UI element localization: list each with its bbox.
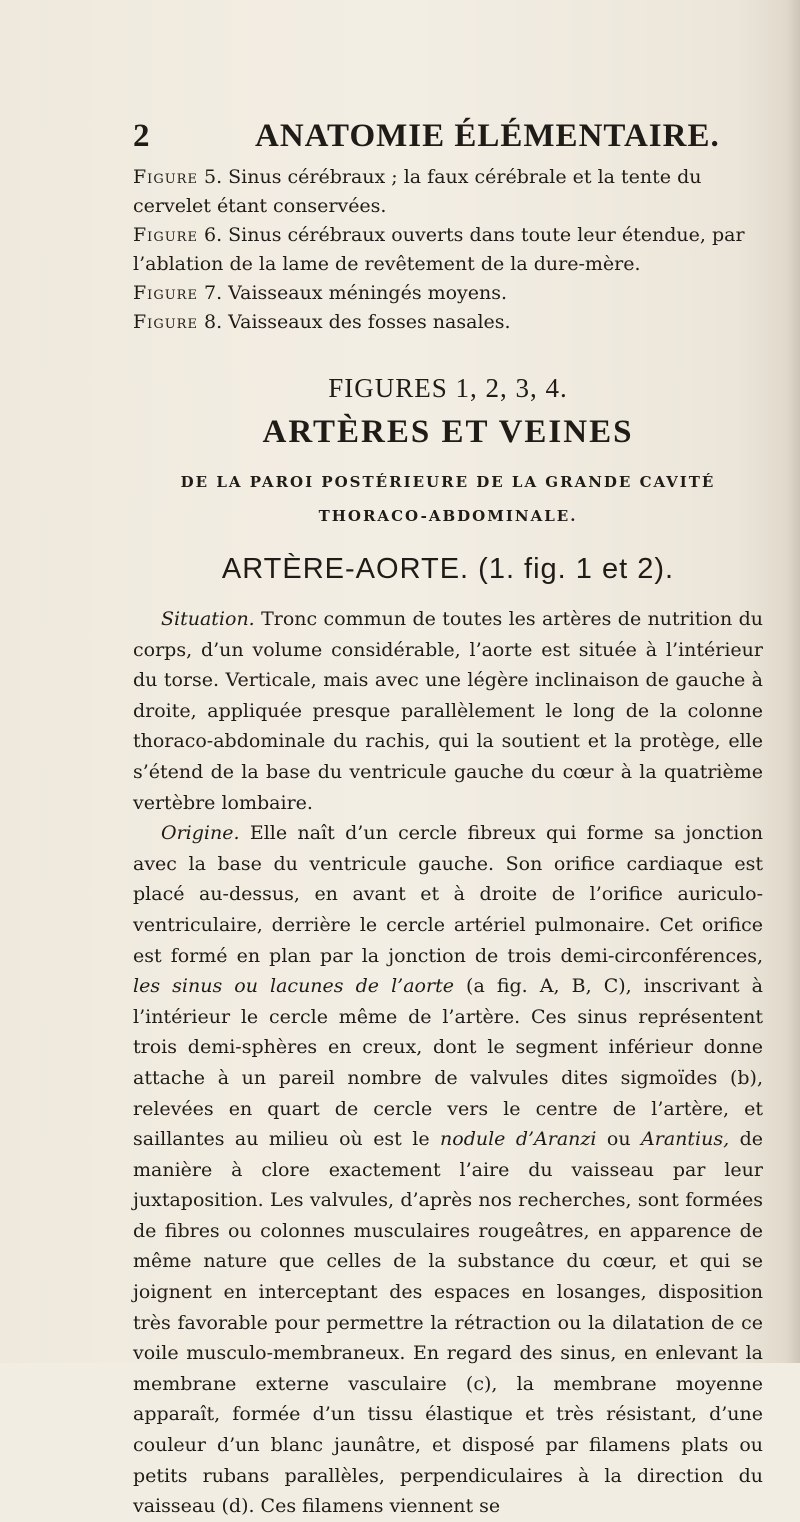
figure-text: 5. Sinus cérébraux ; la faux cérébrale et la tente du cervelet étant conservées. [133,166,702,217]
aorte-heading: ARTÈRE-AORTE. (1. fig. 1 et 2). [221,553,675,585]
figure-text: 7. Vaisseaux méningés moyens. [203,282,508,304]
figure-caption-6 [133,221,763,279]
figure-caption-8 [133,308,763,337]
paragraph-text: Tronc commun de toutes les artères de nutrition du corps, d’un volume considérable, l’aorte est située à l’intérieur du torse. Verticale, mais avec une légère inclinaison de gauche à droite, appliquée presque parallèlement le long de la colonne thoraco-abdominale du rachis, qui la soutient et la protège, elle s’étend de la base du ventricule gauche du cœur à la quatrième vertèbre lombaire. [133,608,763,814]
italic-term: Arantius, [641,1128,730,1151]
paragraph-situation [133,604,763,818]
figure-label: Figure [133,224,198,246]
paragraph-text: Elle naît d’un cercle fibreux qui forme sa jonction avec la base du ventricule gauche. Son orifice cardiaque est placé au-dessus, en avant et à droite de l’orifice auriculo-ventriculaire, derrière le cercle artériel pulmonaire. Cet orifice est formé en plan par la jonction de trois demi-circonférences, [133,822,763,967]
section-subheading: DE LA PAROI POSTÉRIEURE DE LA GRANDE CAVITÉ THORACO-ABDOMINALE. [180,473,716,525]
running-title: ANATOMIE ÉLÉMENTAIRE. [255,118,720,154]
figure-label: Figure [133,166,198,188]
paragraph-text: (a fig. A, B, C), inscrivant à l’intérieur le cercle même de l’artère. Ces sinus représentent trois demi-sphères en creux, dont le segment inférieur donne attache à un pareil nombre de valvules dites sigmoïdes (b), relevées en quart de cercle vers le centre de l’artère, et saillantes au milieu où est le [133,975,763,1151]
figure-label: Figure [133,311,198,333]
paragraph-lead: Situation. [161,608,255,630]
figures-heading: FIGURES 1, 2, 3, 4. [328,373,568,403]
figure-caption-7 [133,279,763,308]
paragraph-origine [133,818,763,1522]
page-content [133,118,763,1522]
figure-text: 8. Vaisseaux des fosses nasales. [203,311,511,333]
paragraph-lead: Origine. [161,822,240,845]
section-heading: ARTÈRES ET VEINES [262,414,634,450]
page-edge-shadow [786,0,800,1363]
running-head [133,118,763,155]
italic-term: nodule d’Aranzi [440,1128,597,1151]
italic-term: les sinus ou lacunes de l’aorte [133,975,454,998]
paragraph-text: ou [596,1128,642,1151]
paragraph-text: de manière à clore exactement l’aire du vaisseau par leur juxtaposition. Les valvules, d’après nos recherches, sont formées de fibres ou colonnes musculaires rougeâtres, en apparence de même nature que celles de la substance du cœur, et qui se joignent en interceptant des espaces en losanges, disposition très favorable pour permettre la rétraction ou la dilatation de ce voile musculo-membraneux. En regard des sinus, en enlevant la membrane externe vasculaire (c), la membrane moyenne apparaît, formée d’un tissu élastique et très résistant, d’une couleur d’un blanc jaunâtre, et disposé par filamens plats ou petits rubans parallèles, perpendiculaires à la direction du vaisseau (d). Ces filamens viennent se [133,1128,763,1518]
figure-caption-5 [133,163,763,221]
figure-text: 6. Sinus cérébraux ouverts dans toute leur étendue, par l’ablation de la lame de revêtement de la dure-mère. [133,224,745,275]
page-number: 2 [133,118,151,154]
figure-label: Figure [133,282,198,304]
